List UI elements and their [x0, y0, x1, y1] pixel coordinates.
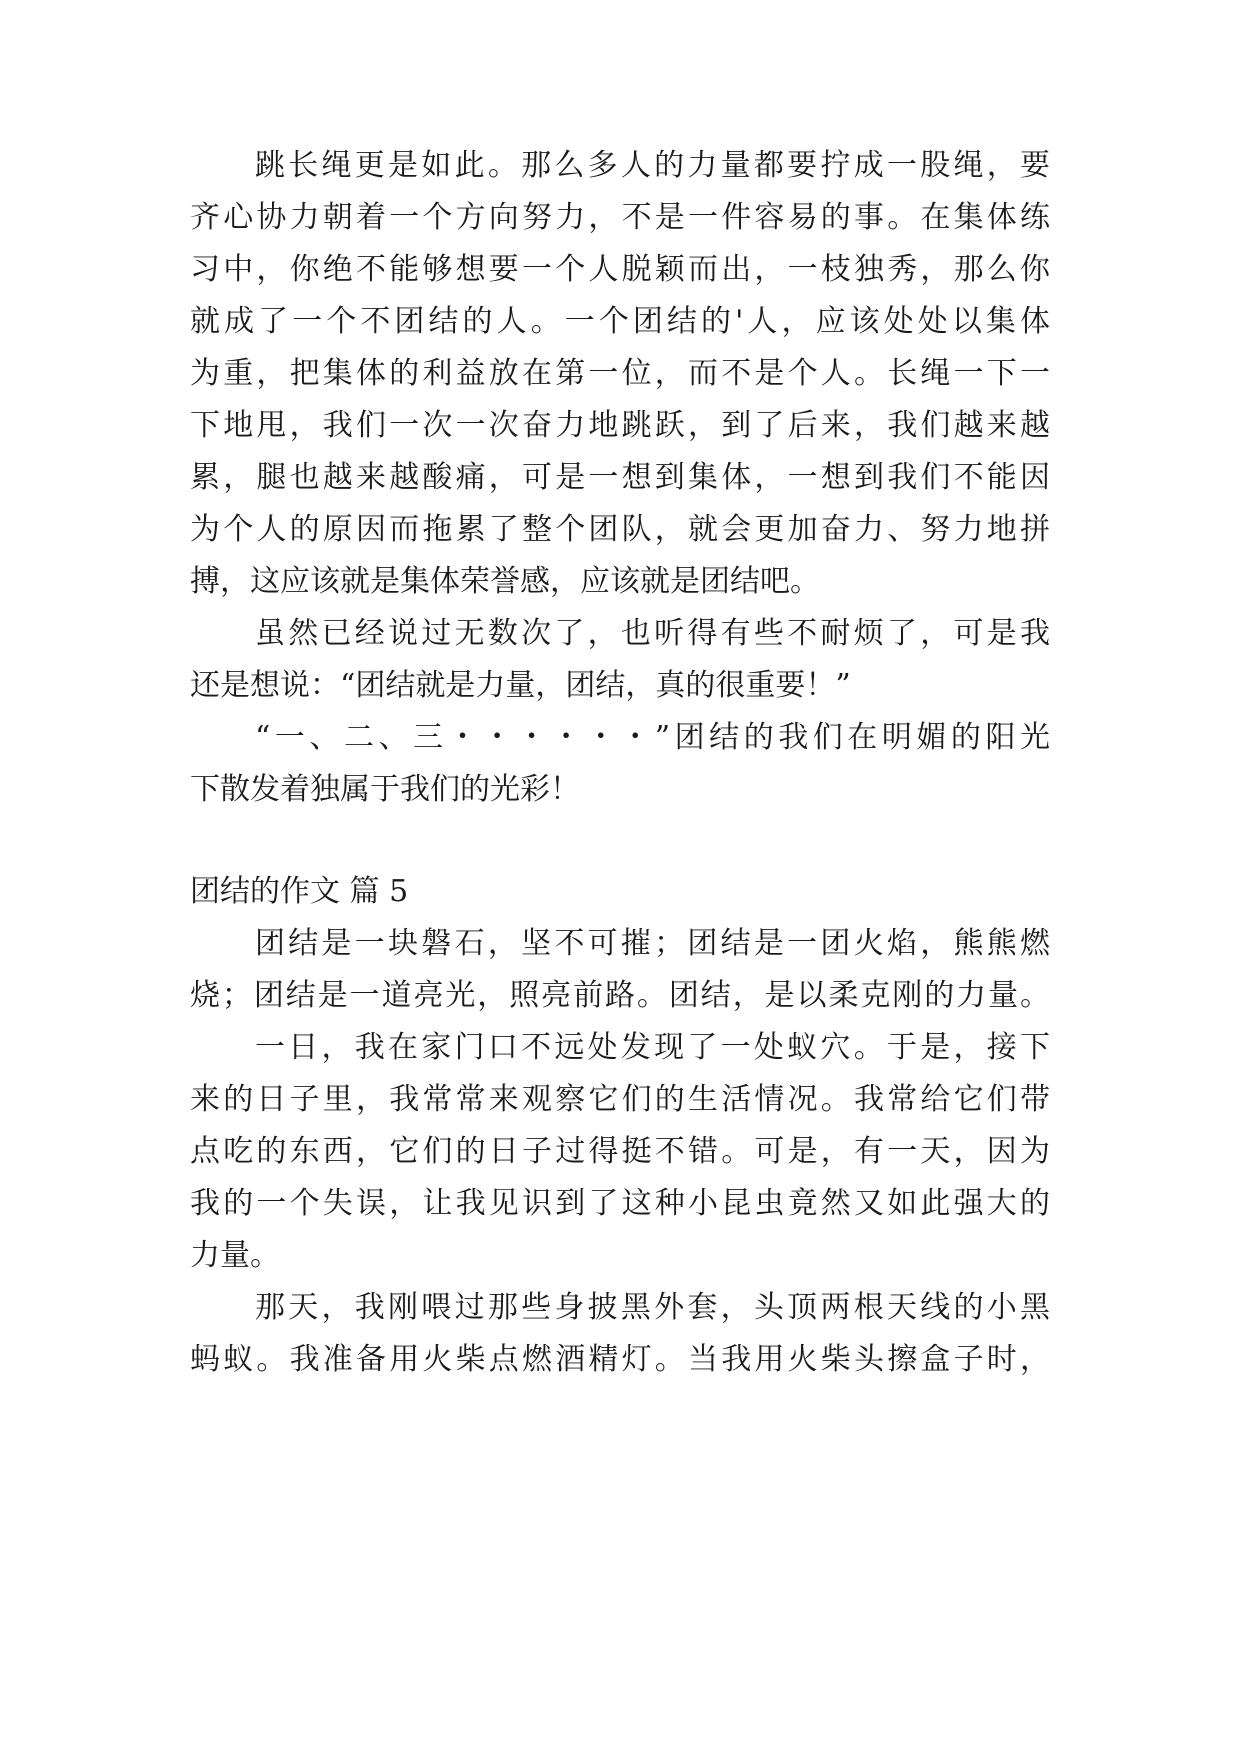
text-line: 为重，把集体的利益放在第一位，而不是个人。长绳一下一 [190, 356, 1050, 391]
text-line: 虽然已经说过无数次了，也听得有些不耐烦了，可是我 [255, 616, 1050, 651]
text-line: 团结是一块磐石，坚不可摧；团结是一团火焰，熊熊燃 [255, 926, 1050, 961]
text-line: 力量。 [190, 1238, 280, 1273]
text-line: 来的日子里，我常常来观察它们的生活情况。我常给它们带 [190, 1082, 1050, 1117]
text-line: 那天，我刚喂过那些身披黑外套，头顶两根天线的小黑 [255, 1290, 1050, 1325]
text-line: 搏，这应该就是集体荣誉感，应该就是团结吧。 [190, 564, 820, 599]
text-line: 点吃的东西，它们的日子过得挺不错。可是，有一天，因为 [190, 1134, 1050, 1169]
text-line: 蚂蚁。我准备用火柴点燃酒精灯。当我用火柴头擦盒子时， [190, 1342, 1050, 1377]
text-line: 下地甩，我们一次一次奋力地跳跃，到了后来，我们越来越 [190, 408, 1050, 443]
text-line: “一、二、三・・・・・・”团结的我们在明媚的阳光 [255, 720, 1050, 755]
text-line: 跳长绳更是如此。那么多人的力量都要拧成一股绳，要 [255, 148, 1050, 183]
text-line: 还是想说：“团结就是力量，团结，真的很重要！” [190, 668, 851, 703]
text-line: 烧；团结是一道亮光，照亮前路。团结，是以柔克刚的力量。 [190, 978, 1050, 1013]
text-line: 齐心协力朝着一个方向努力，不是一件容易的事。在集体练 [190, 200, 1050, 235]
text-line: 一日，我在家门口不远处发现了一处蚁穴。于是，接下 [255, 1030, 1050, 1065]
text-line: 就成了一个不团结的人。一个团结的'人，应该处处以集体 [190, 304, 1050, 339]
section-heading: 团结的作文 篇 5 [190, 874, 409, 909]
text-line: 累，腿也越来越酸痛，可是一想到集体，一想到我们不能因 [190, 460, 1050, 495]
text-line: 习中，你绝不能够想要一个人脱颖而出，一枝独秀，那么你 [190, 252, 1050, 287]
text-line: 为个人的原因而拖累了整个团队，就会更加奋力、努力地拼 [190, 512, 1050, 547]
text-line: 我的一个失误，让我见识到了这种小昆虫竟然又如此强大的 [190, 1186, 1050, 1221]
text-line: 下散发着独属于我们的光彩！ [190, 772, 580, 807]
